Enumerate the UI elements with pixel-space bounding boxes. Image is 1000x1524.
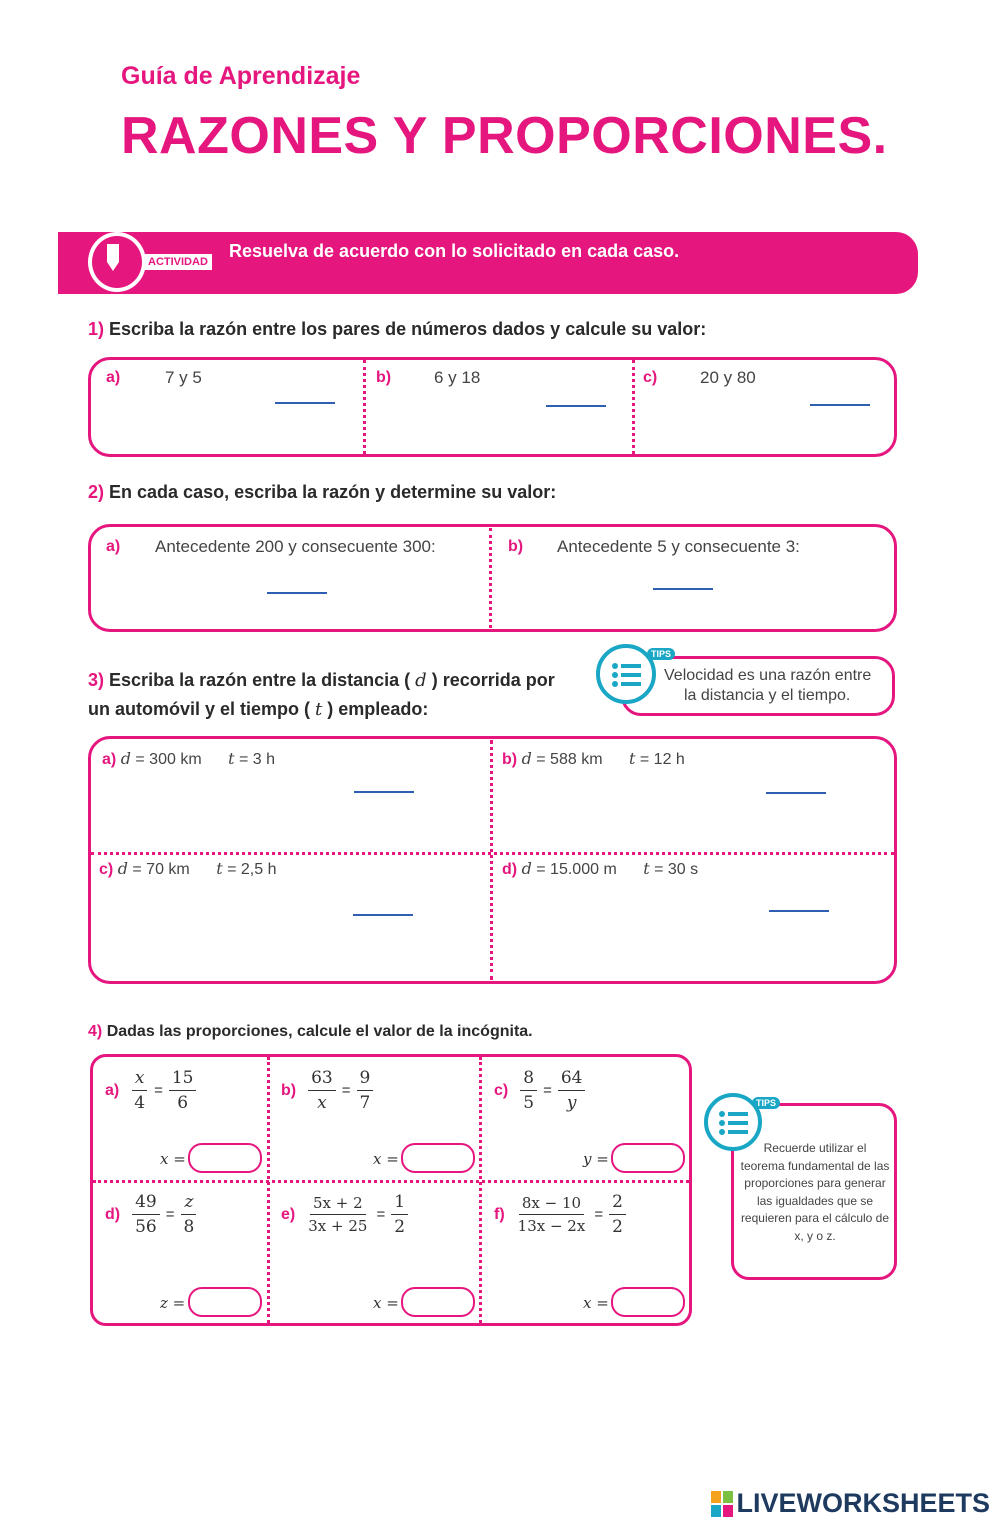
distance-symbol: d [415, 670, 427, 691]
item-label: a) [102, 751, 117, 768]
equals-sign: = [341, 1082, 351, 1099]
numerator: z [181, 1192, 196, 1215]
question-1 [88, 319, 706, 340]
numerator: 15 [169, 1068, 197, 1091]
tip-line: la distancia y el tiempo. [684, 687, 851, 704]
tip-text [664, 666, 871, 706]
proportion-a [105, 1068, 196, 1113]
tip-text: Recuerde utilizar el teorema fundamental de las proporciones para generar las igualdades que se requieren para el cálculo de x, y o z. [740, 1141, 890, 1243]
question-text-2b: ) empleado: [327, 699, 429, 719]
q3-item-a [102, 749, 275, 769]
numerator: 9 [357, 1068, 374, 1091]
numerator: 1 [391, 1192, 408, 1215]
t-symbol: t [628, 749, 636, 768]
denominator: 4 [134, 1093, 146, 1113]
equals-sign: = [376, 1206, 386, 1223]
activity-tag: ACTIVIDAD [144, 254, 212, 270]
proportion-c [494, 1068, 585, 1113]
numerator: x [132, 1068, 148, 1091]
unknown-label: x = [373, 1294, 399, 1312]
denominator: y [566, 1093, 577, 1113]
t-symbol: t [216, 859, 223, 878]
denominator: x [317, 1093, 327, 1113]
answer-input[interactable] [611, 1287, 685, 1317]
item-label: a) [106, 538, 121, 555]
question-text: En cada caso, escriba la razón y determine su valor: [109, 482, 557, 502]
answer-line[interactable] [653, 588, 713, 590]
denominator: 2 [394, 1217, 406, 1237]
numerator: 8x − 10 [519, 1194, 584, 1215]
answer-line[interactable] [267, 592, 327, 594]
distance-value: = 588 km [536, 751, 603, 768]
distance-value: = 70 km [132, 861, 190, 878]
proportion-e [281, 1192, 408, 1237]
time-value: = 3 h [239, 751, 276, 768]
pencil-icon [104, 244, 122, 272]
question-text: Dadas las proporciones, calcule el valor de la incógnita. [106, 1023, 533, 1040]
answer-input[interactable] [401, 1287, 475, 1317]
item-value: 20 y 80 [700, 368, 756, 387]
q3-item-b [502, 749, 685, 769]
item-label: d) [105, 1205, 121, 1223]
answer-line[interactable] [766, 792, 826, 794]
numerator: 5x + 2 [310, 1194, 366, 1215]
item-label: b) [508, 538, 524, 555]
question-number: 3) [88, 670, 105, 690]
divider [91, 852, 894, 855]
unknown-label: y = [583, 1150, 609, 1168]
equals-sign: = [594, 1206, 604, 1223]
divider [489, 528, 492, 628]
question-text-1a: Escriba la razón entre la distancia ( [109, 670, 411, 690]
item-value: 7 y 5 [165, 368, 202, 387]
liveworksheets-logo-icon [711, 1491, 733, 1517]
item-label: b) [376, 369, 392, 386]
answer-input[interactable] [188, 1287, 262, 1317]
answer-line[interactable] [769, 910, 829, 912]
page-subtitle: Guía de Aprendizaje [121, 62, 361, 90]
time-symbol: t [315, 699, 323, 720]
divider [267, 1057, 270, 1323]
d-symbol: d [117, 859, 128, 878]
divider [363, 360, 366, 454]
distance-value: = 300 km [135, 751, 202, 768]
q3-item-d [502, 859, 698, 879]
question-number: 1) [88, 319, 105, 339]
question-2 [88, 482, 556, 503]
list-icon [719, 1110, 749, 1136]
item-label: a) [105, 1081, 120, 1099]
denominator: 7 [359, 1093, 371, 1113]
item-label: c) [643, 369, 658, 386]
question-number: 2) [88, 482, 105, 502]
question-text-2a: un automóvil y el tiempo ( [88, 699, 311, 719]
equals-sign: = [154, 1082, 163, 1099]
proportion-b [281, 1068, 373, 1113]
numerator: 64 [558, 1068, 586, 1091]
denominator: 3x + 25 [308, 1217, 368, 1235]
t-symbol: t [228, 749, 235, 768]
q1-box [88, 357, 897, 457]
list-icon [612, 662, 642, 688]
question-text-1b: ) recorrida por [431, 670, 555, 690]
unknown-label: x = [160, 1150, 186, 1168]
d-symbol: d [521, 749, 532, 768]
tip-line: Velocidad es una razón entre [664, 667, 872, 684]
divider [632, 360, 635, 454]
activity-instruction: Resuelva de acuerdo con lo solicitado en cada caso. [229, 241, 680, 261]
q3-item-c [99, 859, 276, 879]
brand-name: LIVEWORKSHEETS [736, 1488, 990, 1518]
question-number: 4) [88, 1023, 103, 1040]
denominator: 8 [183, 1217, 195, 1237]
question-3 [88, 666, 555, 724]
item-label: f) [494, 1205, 505, 1223]
denominator: 56 [135, 1217, 157, 1237]
time-value: = 12 h [639, 751, 685, 768]
time-value: = 2,5 h [227, 861, 277, 878]
item-label: c) [99, 861, 114, 878]
numerator: 63 [308, 1068, 336, 1091]
equals-sign: = [543, 1082, 552, 1099]
unknown-label: x = [583, 1294, 609, 1312]
answer-line[interactable] [353, 914, 413, 916]
divider [93, 1180, 689, 1183]
proportion-d [105, 1192, 197, 1237]
item-label: b) [281, 1081, 297, 1099]
denominator: 6 [177, 1093, 189, 1113]
denominator: 5 [523, 1093, 535, 1113]
answer-line[interactable] [810, 404, 870, 406]
answer-input[interactable] [188, 1143, 262, 1173]
d-symbol: d [120, 749, 131, 768]
answer-line[interactable] [275, 402, 335, 404]
unknown-label: x = [373, 1150, 399, 1168]
equals-sign: = [165, 1206, 175, 1223]
tips-tag: TIPS [647, 648, 675, 660]
item-label: a) [106, 369, 121, 386]
numerator: 8 [520, 1068, 537, 1091]
item-label: b) [502, 751, 518, 768]
distance-value: = 15.000 m [536, 861, 617, 878]
item-label: e) [281, 1205, 296, 1223]
question-4 [88, 1023, 533, 1041]
footer-brand [711, 1488, 990, 1519]
item-value: 6 y 18 [434, 368, 481, 387]
d-symbol: d [521, 859, 532, 878]
t-symbol: t [643, 859, 650, 878]
answer-input[interactable] [611, 1143, 685, 1173]
item-value: Antecedente 5 y consecuente 3: [557, 537, 800, 556]
item-label: d) [502, 861, 518, 878]
answer-input[interactable] [401, 1143, 475, 1173]
denominator: 2 [612, 1217, 623, 1237]
question-text: Escriba la razón entre los pares de números dados y calcule su valor: [109, 319, 707, 339]
divider [479, 1057, 482, 1323]
numerator: 49 [132, 1192, 160, 1215]
time-value: = 30 s [654, 861, 699, 878]
proportion-f [494, 1192, 626, 1237]
item-value: Antecedente 200 y consecuente 300: [155, 537, 436, 556]
denominator: 13x − 2x [517, 1217, 586, 1235]
divider [490, 740, 493, 980]
answer-line[interactable] [354, 791, 414, 793]
page-title: RAZONES Y PROPORCIONES. [121, 107, 888, 165]
tips-tag: TIPS [752, 1097, 780, 1109]
numerator: 2 [609, 1192, 626, 1215]
answer-line[interactable] [546, 405, 606, 407]
unknown-label: z = [160, 1294, 186, 1312]
item-label: c) [494, 1081, 509, 1099]
